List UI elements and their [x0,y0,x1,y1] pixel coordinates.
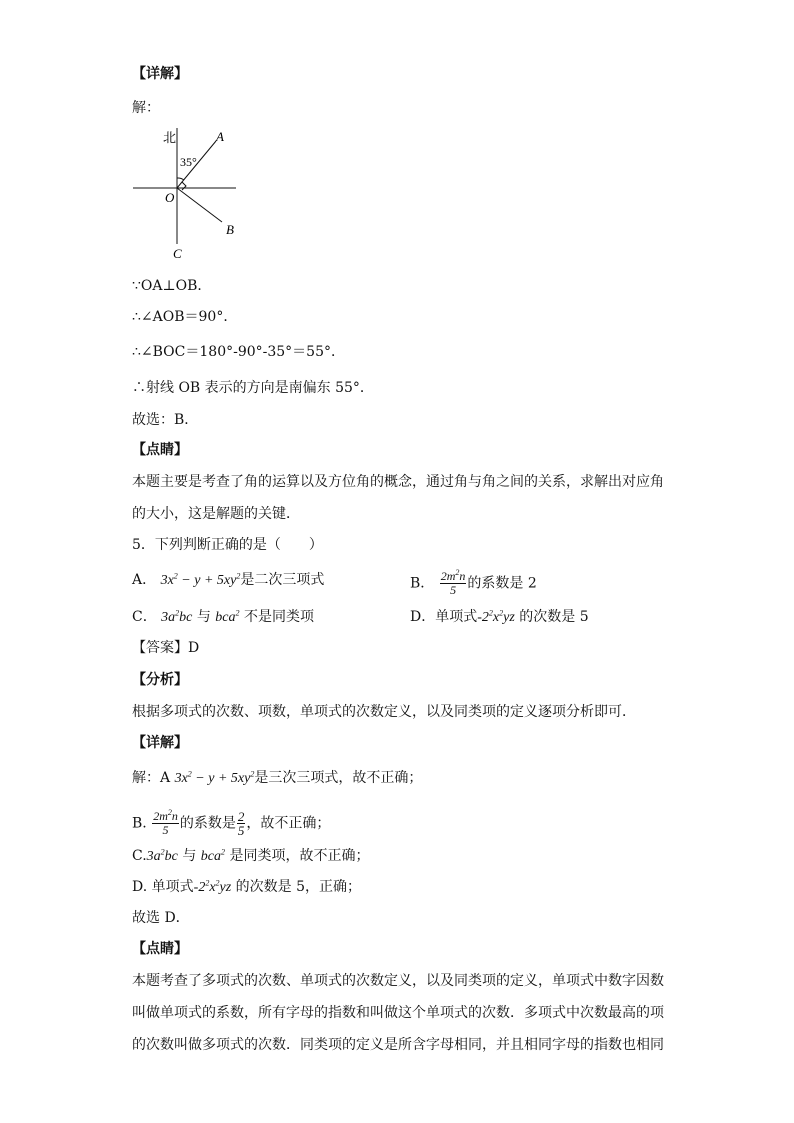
label-a: A [216,129,224,144]
detail-a-formula: $3x^2 - y + 5xy^2$ [174,769,255,786]
detail-d-formula: $-2^2x^2yz$ [193,878,232,895]
option-c [132,607,314,628]
detail-choice: 故选 D． [132,910,190,926]
option-a-formula: $3x^2 - y + 5xy^2$ [160,571,241,588]
option-d-formula: $-2^2x^2yz$ [477,608,515,625]
solution-prefix: 解： [132,100,160,116]
detail-d-prefix: D. 单项式 [132,879,194,895]
angle-arc [177,178,184,180]
label-b: B [226,222,234,237]
section-heading-detail-2: 【详解】 [132,735,188,751]
detail-b [132,810,330,837]
option-d-text: 的次数是 5 [519,609,589,625]
option-b-label: B． [410,575,435,592]
option-c-text: 不是同类项 [243,609,314,625]
answer: 【答案】D [132,640,200,656]
analysis-text: 根据多项式的次数、项数，单项式的次数定义，以及同类项的定义逐项分析即可． [132,704,636,720]
option-b [410,570,537,597]
detail-b-fraction: $\frac{2m^2n}{5}$ [153,808,178,837]
option-c-mid: 与 [196,609,211,625]
label-north: 北 [163,131,177,146]
option-b-fraction: $\frac{2m^2n}{5}$ [440,568,466,597]
detail-d-text: 的次数是 5，正确； [235,879,362,895]
step-2: ∴∠AOB＝90°． [132,309,238,325]
step-4: ∴射线 OB 表示的方向是南偏东 55°． [132,380,374,396]
label-o: O [165,190,175,205]
option-d [410,607,589,628]
label-angle: 35° [180,155,197,169]
step-3: ∴∠BOC＝180°-90°-35°＝55°． [132,344,346,360]
point-2-line-2: 叫做单项式的系数，所有字母的指数和叫做这个单项式的次数．多项式中次数最高的项 [132,1005,664,1021]
section-heading-point: 【点睛】 [132,442,188,458]
detail-c-text: 是同类项，故不正确； [229,848,370,864]
detail-b-text: ，故不正确； [246,815,331,832]
detail-d [132,877,361,898]
point-2-line-3: 的次数叫做多项式的次数．同类项的定义是所含字母相同，并且相同字母的指数也相同 [132,1037,664,1053]
step-1: ∵OA⊥OB． [132,278,212,294]
detail-b-coefficient: $\frac{2}{5}$ [237,809,245,838]
point-line-1: 本题主要是考查了角的运算以及方位角的概念，通过角与角之间的关系，求解出对应角 [132,474,664,490]
ray-ob [177,188,222,222]
detail-c-mid: 与 [182,848,197,864]
detail-c-formula-2: bca$^2$ [200,847,226,864]
detail-c-prefix: C. [132,848,147,864]
step-5: 故选：B． [132,412,199,428]
option-d-label: D．单项式 [410,609,478,625]
direction-diagram [130,124,250,264]
option-c-formula-1: $3a^2bc$ [161,608,193,625]
option-a-text: 是二次三项式 [240,572,325,588]
label-c: C [173,246,182,261]
detail-a [132,768,422,789]
detail-b-mid: 的系数是 [179,815,236,832]
right-angle-mark [182,182,186,190]
option-b-text: 的系数是 2 [467,575,537,592]
option-c-label: C． [132,609,157,625]
option-a-label: A． [132,572,157,588]
point-2-line-1: 本题考查了多项式的次数、单项式的次数定义，以及同类项的定义，单项式中数字因数 [132,973,664,989]
section-heading-point-2: 【点睛】 [132,941,188,957]
section-heading-analysis: 【分析】 [132,672,188,688]
option-a [132,570,324,591]
question-5-stem: 5．下列判断正确的是（ ） [132,537,323,553]
detail-c [132,846,369,867]
section-heading-detail: 【详解】 [132,66,188,82]
detail-b-prefix: B. [132,815,147,832]
option-c-formula-2: bca$^2$ [215,608,240,625]
detail-a-text: 是三次三项式，故不正确； [254,770,423,786]
detail-a-prefix: 解：A [132,770,171,786]
point-line-2: 的大小，这是解题的关键． [132,506,300,522]
detail-c-formula-1: $3a^2bc$ [146,847,178,864]
